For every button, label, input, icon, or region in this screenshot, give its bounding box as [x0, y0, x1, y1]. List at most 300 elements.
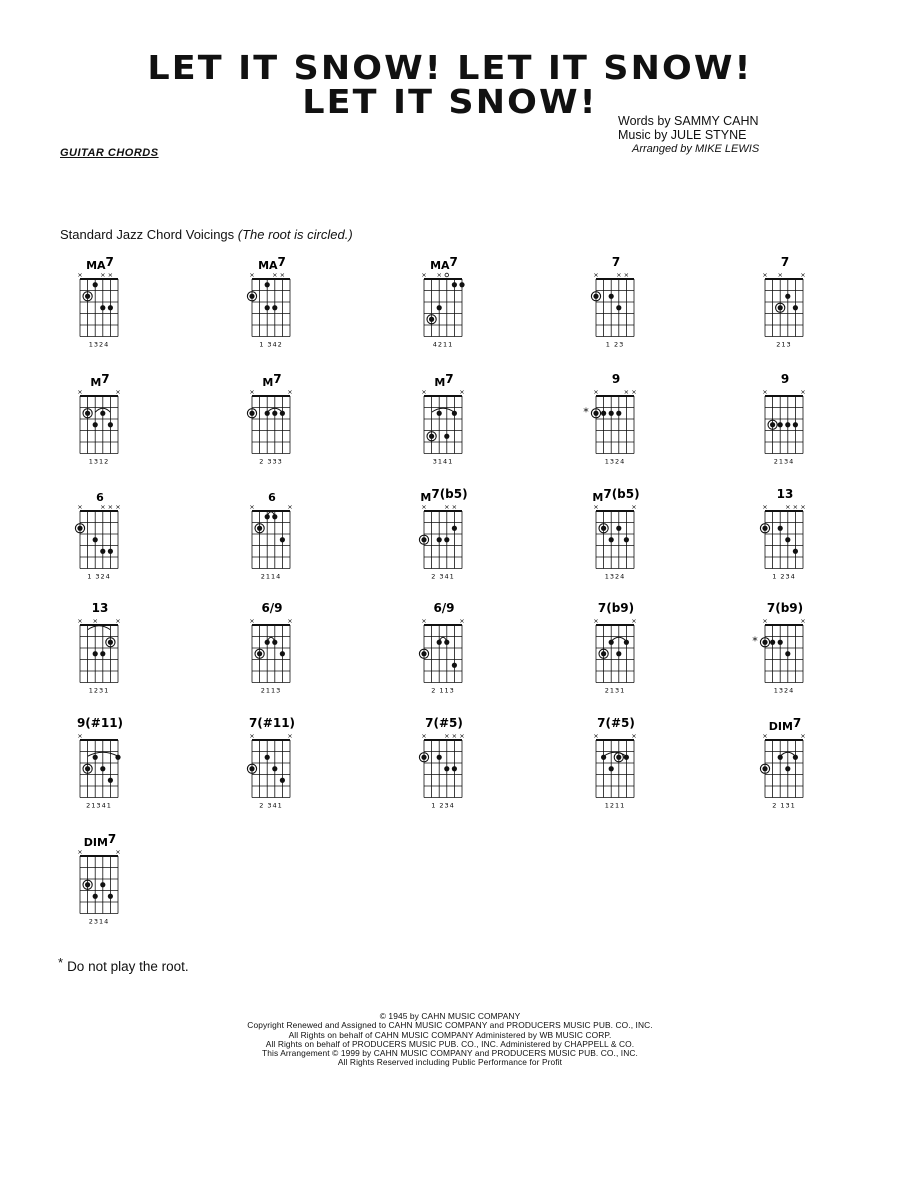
chord-svg: [404, 255, 484, 361]
finger-dot: [108, 894, 113, 899]
finger-dot: [793, 305, 798, 310]
chord-name-extension: 7(b5): [603, 487, 640, 501]
fingering-numbers: 21341: [86, 801, 112, 810]
chord-name: [598, 601, 634, 615]
root-finger-dot: [257, 526, 262, 531]
copyright-line: All Rights on behalf of CAHN MUSIC COMPANY Administered by WB MUSIC CORP.: [288, 1029, 612, 1040]
muted-string-mark: ×: [762, 732, 768, 740]
fingering-numbers: 1 324: [87, 572, 111, 581]
finger-dot: [785, 537, 790, 542]
chord-diagram: [60, 372, 140, 478]
muted-string-mark: ×: [77, 388, 83, 396]
chord-name: [425, 716, 463, 730]
chord-svg: [232, 601, 312, 707]
chord-name: [767, 601, 803, 615]
chord-name: [781, 255, 789, 269]
fingering-numbers: 1 234: [431, 801, 455, 810]
muted-string-mark: ×: [800, 388, 806, 396]
do-not-play-root-star: *: [752, 634, 758, 648]
finger-dot: [108, 422, 113, 427]
finger-dot: [272, 305, 277, 310]
chord-name: [86, 255, 114, 272]
footnote-star: *: [58, 955, 64, 970]
open-string-mark: [445, 273, 449, 277]
chord-diagram: [232, 716, 312, 822]
chord-name-extension: 7(b9): [597, 601, 635, 615]
root-finger-dot: [257, 651, 262, 656]
finger-dot: [785, 294, 790, 299]
finger-dot: [93, 755, 98, 760]
footnote: [58, 955, 189, 974]
do-not-play-root-star: *: [583, 405, 589, 419]
finger-dot: [108, 305, 113, 310]
muted-string-mark: ×: [631, 617, 637, 625]
finger-dot: [616, 305, 621, 310]
muted-string-mark: ×: [115, 503, 121, 511]
muted-string-mark: ×: [459, 388, 465, 396]
finger-dot: [452, 663, 457, 668]
chord-name-extension: 13: [91, 601, 109, 615]
chord-name: [249, 716, 295, 730]
muted-string-mark: ×: [616, 271, 622, 279]
chord-svg: [232, 255, 312, 361]
chord-name-base: DIM: [83, 836, 108, 849]
finger-dot: [609, 537, 614, 542]
chord-name-extension: 7(b5): [431, 487, 468, 501]
fingering-numbers: 2314: [88, 917, 110, 926]
finger-dot: [793, 549, 798, 554]
finger-dot: [785, 651, 790, 656]
chord-name: [92, 601, 109, 615]
finger-dot: [452, 526, 457, 531]
voicing-intro-note: (The root is circled.): [237, 227, 353, 242]
finger-dot: [272, 640, 277, 645]
fingering-numbers: 2 341: [431, 572, 455, 581]
chord-name: [612, 372, 620, 386]
muted-string-mark: ×: [100, 503, 106, 511]
root-finger-dot: [108, 640, 113, 645]
finger-dot: [93, 537, 98, 542]
finger-dot: [624, 640, 629, 645]
root-finger-dot: [249, 766, 254, 771]
muted-string-mark: ×: [762, 617, 768, 625]
copyright-line: Copyright Renewed and Assigned to CAHN MUSIC COMPANY and PRODUCERS MUSIC PUB. CO., INC.: [247, 1020, 653, 1031]
root-finger-dot: [249, 294, 254, 299]
root-finger-dot: [421, 537, 426, 542]
voicing-intro: [60, 227, 353, 242]
finger-dot: [265, 282, 270, 287]
muted-string-mark: ×: [272, 271, 278, 279]
chord-diagram: [745, 487, 825, 593]
chord-diagram: [232, 255, 312, 361]
muted-string-mark: ×: [451, 732, 458, 740]
finger-dot: [108, 549, 113, 554]
muted-string-mark: ×: [421, 617, 427, 625]
chord-diagram: [60, 832, 140, 938]
music-credit: Music by JULE STYNE: [618, 128, 747, 142]
root-finger-dot: [593, 411, 598, 416]
chord-svg: [576, 601, 656, 707]
copyright-line: © 1945 by CAHN MUSIC COMPANY: [379, 1011, 521, 1021]
fingering-numbers: 2 131: [772, 801, 796, 810]
muted-string-mark: ×: [77, 503, 83, 511]
fingering-numbers: 2134: [773, 457, 795, 466]
muted-string-mark: ×: [631, 732, 637, 740]
chord-name: [434, 372, 453, 389]
muted-string-mark: ×: [421, 388, 427, 396]
chord-diagram: [576, 601, 656, 707]
chord-name-extension: 9: [611, 372, 621, 386]
chord-name-extension: 7(#5): [597, 716, 635, 730]
chord-name: [77, 716, 123, 730]
muted-string-mark: ×: [287, 388, 293, 396]
muted-string-mark: ×: [459, 617, 465, 625]
finger-dot: [100, 549, 105, 554]
chord-name-base: MA: [430, 259, 450, 272]
root-finger-dot: [85, 882, 90, 887]
finger-dot: [778, 422, 783, 427]
root-finger-dot: [762, 766, 767, 771]
finger-dot: [452, 766, 457, 771]
chord-diagram: [576, 716, 656, 822]
muted-string-mark: ×: [631, 503, 637, 511]
muted-string-mark: ×: [593, 271, 599, 279]
copyright-line: All Rights Reserved including Public Performance for Profit: [337, 1057, 563, 1068]
chord-name-extension: 6/9: [433, 601, 455, 615]
root-finger-dot: [77, 526, 82, 531]
finger-dot: [272, 766, 277, 771]
chord-name-extension: 7: [105, 255, 114, 269]
finger-dot: [601, 755, 606, 760]
chord-svg: [404, 601, 484, 707]
words-credit: Words by SAMMY CAHN: [618, 114, 759, 128]
muted-string-mark: ×: [92, 617, 98, 625]
finger-dot: [100, 305, 105, 310]
chord-name: [777, 487, 794, 501]
chord-svg: [60, 601, 140, 707]
fingering-numbers: 1324: [88, 340, 110, 349]
chord-diagram: [576, 372, 656, 478]
barre-arc: [88, 626, 111, 630]
chord-name-base: MA: [86, 259, 106, 272]
credits-block: [618, 114, 759, 156]
muted-string-mark: ×: [593, 503, 599, 511]
chord-name-base: 6: [268, 491, 276, 504]
finger-dot: [100, 882, 105, 887]
copyright-block: [0, 1012, 900, 1068]
chord-diagram: [232, 372, 312, 478]
finger-dot: [609, 411, 614, 416]
chord-name: [597, 716, 635, 730]
finger-dot: [609, 640, 614, 645]
chord-name-base: M: [90, 376, 102, 389]
finger-dot: [100, 411, 105, 416]
chord-name-base: M: [434, 376, 446, 389]
finger-dot: [444, 537, 449, 542]
finger-dot: [616, 411, 621, 416]
muted-string-mark: ×: [436, 271, 442, 279]
chord-diagram: [60, 601, 140, 707]
muted-string-mark: ×: [451, 503, 458, 511]
chord-name: [781, 372, 789, 386]
finger-dot: [778, 755, 783, 760]
finger-dot: [265, 640, 270, 645]
fingering-numbers: 1 23: [605, 340, 625, 349]
muted-string-mark: ×: [800, 732, 806, 740]
chord-svg: [60, 487, 140, 593]
muted-string-mark: ×: [279, 271, 286, 279]
section-label: GUITAR CHORDS: [60, 147, 159, 159]
footnote-text: Do not play the root.: [67, 959, 189, 974]
chord-name-base: M: [262, 376, 274, 389]
finger-dot: [93, 422, 98, 427]
chord-name-extension: 7: [792, 716, 802, 730]
chord-diagram: [745, 372, 825, 478]
finger-dot: [793, 422, 798, 427]
finger-dot: [444, 766, 449, 771]
root-finger-dot: [593, 294, 598, 299]
root-finger-dot: [429, 317, 434, 322]
chord-name-base: DIM: [768, 720, 793, 733]
chord-name: [430, 255, 458, 272]
muted-string-mark: ×: [762, 388, 768, 396]
chord-diagram: [232, 601, 312, 707]
fingering-numbers: 2131: [604, 686, 626, 695]
finger-dot: [93, 894, 98, 899]
chord-svg: [576, 487, 656, 593]
chord-diagram: [232, 487, 312, 593]
chord-name: [261, 601, 282, 615]
finger-dot: [452, 411, 457, 416]
finger-dot: [265, 305, 270, 310]
finger-dot: [93, 282, 98, 287]
chord-diagram: [404, 372, 484, 478]
root-finger-dot: [421, 651, 426, 656]
chord-svg: [745, 601, 825, 707]
chord-name: [268, 491, 276, 504]
song-title-line-1: LET IT SNOW! LET IT SNOW!: [147, 48, 753, 87]
chord-name-base: M: [592, 491, 604, 504]
root-finger-dot: [85, 766, 90, 771]
chord-svg: [60, 255, 140, 361]
arranger-credit: Arranged by MIKE LEWIS: [632, 143, 760, 155]
muted-string-mark: ×: [444, 732, 450, 740]
muted-string-mark: ×: [100, 271, 106, 279]
chord-name: [420, 487, 467, 504]
root-finger-dot: [762, 640, 767, 645]
fingering-numbers: 1324: [604, 572, 626, 581]
muted-string-mark: ×: [593, 388, 599, 396]
chord-svg: [576, 255, 656, 361]
muted-string-mark: ×: [115, 617, 121, 625]
fingering-numbers: 2 341: [259, 801, 283, 810]
root-finger-dot: [616, 755, 621, 760]
fingering-numbers: 1211: [604, 801, 626, 810]
chord-svg: [745, 487, 825, 593]
chord-diagram: [60, 716, 140, 822]
fingering-numbers: 1 234: [772, 572, 796, 581]
root-finger-dot: [421, 755, 426, 760]
fingering-numbers: 4211: [432, 340, 454, 349]
finger-dot: [624, 755, 629, 760]
finger-dot: [265, 411, 270, 416]
muted-string-mark: ×: [800, 271, 806, 279]
finger-dot: [437, 537, 442, 542]
chord-name-extension: 7(b9): [766, 601, 804, 615]
finger-dot: [444, 434, 449, 439]
chord-name: [262, 372, 281, 389]
root-finger-dot: [601, 526, 606, 531]
chord-name-base: 6: [96, 491, 104, 504]
chord-name-extension: 7(#11): [248, 716, 296, 730]
chord-name-extension: 7: [611, 255, 621, 269]
fingering-numbers: 2114: [260, 572, 282, 581]
chord-svg: [745, 716, 825, 822]
finger-dot: [624, 537, 629, 542]
finger-dot: [108, 778, 113, 783]
muted-string-mark: ×: [115, 388, 121, 396]
muted-string-mark: ×: [762, 271, 768, 279]
muted-string-mark: ×: [249, 617, 255, 625]
finger-dot: [437, 755, 442, 760]
finger-dot: [778, 526, 783, 531]
muted-string-mark: ×: [785, 503, 791, 511]
copyright-line: All Rights on behalf of PRODUCERS MUSIC PUB. CO., INC. Administered by CHAPPELL & CO.: [265, 1038, 635, 1049]
finger-dot: [115, 755, 120, 760]
muted-string-mark: ×: [287, 732, 293, 740]
finger-dot: [265, 514, 270, 519]
chord-diagram: [404, 716, 484, 822]
root-finger-dot: [429, 434, 434, 439]
chord-diagram: [576, 487, 656, 593]
finger-dot: [452, 282, 457, 287]
chord-name: [612, 255, 620, 269]
muted-string-mark: ×: [459, 732, 465, 740]
muted-string-mark: ×: [107, 271, 114, 279]
root-finger-dot: [762, 526, 767, 531]
fingering-numbers: 3141: [432, 457, 454, 466]
muted-string-mark: ×: [421, 271, 427, 279]
chord-diagram: [745, 601, 825, 707]
chord-name: [90, 372, 109, 389]
finger-dot: [793, 755, 798, 760]
fingering-numbers: 1231: [88, 686, 110, 695]
finger-dot: [778, 640, 783, 645]
finger-dot: [616, 651, 621, 656]
root-finger-dot: [778, 305, 783, 310]
chord-name: [592, 487, 639, 504]
chord-diagram: [404, 601, 484, 707]
muted-string-mark: ×: [77, 271, 83, 279]
chord-svg: [232, 487, 312, 593]
muted-string-mark: ×: [800, 503, 806, 511]
muted-string-mark: ×: [444, 503, 450, 511]
chord-diagram: [60, 255, 140, 361]
chord-diagram: [745, 255, 825, 361]
copyright-line: This Arrangement © 1999 by CAHN MUSIC COMPANY and PRODUCERS MUSIC PUB. CO., INC.: [262, 1048, 638, 1059]
chord-svg: [745, 255, 825, 361]
chord-name-extension: 7: [445, 372, 454, 386]
fingering-numbers: 2113: [260, 686, 282, 695]
muted-string-mark: ×: [800, 617, 806, 625]
chord-name-base: MA: [258, 259, 278, 272]
muted-string-mark: ×: [249, 271, 255, 279]
chord-diagram: [404, 255, 484, 361]
chord-name: [258, 255, 286, 272]
finger-dot: [437, 411, 442, 416]
fingering-numbers: 1312: [88, 457, 110, 466]
finger-dot: [601, 411, 606, 416]
muted-string-mark: ×: [249, 388, 255, 396]
muted-string-mark: ×: [287, 617, 293, 625]
finger-dot: [100, 651, 105, 656]
chord-name: [84, 832, 117, 849]
chord-svg: [60, 832, 140, 938]
muted-string-mark: ×: [623, 271, 630, 279]
finger-dot: [272, 411, 277, 416]
muted-string-mark: ×: [107, 503, 114, 511]
chord-svg: [232, 372, 312, 478]
chord-name-extension: 7: [107, 832, 117, 846]
chord-diagram: [745, 716, 825, 822]
chord-svg: [576, 372, 656, 478]
chord-name-extension: 7: [273, 372, 282, 386]
fingering-numbers: 1 342: [259, 340, 283, 349]
chord-name-base: M: [420, 491, 432, 504]
finger-dot: [785, 422, 790, 427]
finger-dot: [459, 282, 464, 287]
root-finger-dot: [770, 422, 775, 427]
muted-string-mark: ×: [421, 503, 427, 511]
chord-svg: [576, 716, 656, 822]
finger-dot: [444, 640, 449, 645]
chord-svg: [404, 372, 484, 478]
chord-name-extension: 7: [449, 255, 458, 269]
finger-dot: [616, 526, 621, 531]
fingering-numbers: 2 333: [259, 457, 283, 466]
chord-diagram: [60, 487, 140, 593]
muted-string-mark: ×: [287, 503, 293, 511]
chord-name-extension: 7(#5): [425, 716, 463, 730]
finger-dot: [770, 640, 775, 645]
finger-dot: [785, 766, 790, 771]
finger-dot: [93, 651, 98, 656]
fingering-numbers: 1324: [604, 457, 626, 466]
root-finger-dot: [85, 411, 90, 416]
muted-string-mark: ×: [623, 388, 630, 396]
finger-dot: [609, 294, 614, 299]
chord-name: [769, 716, 802, 733]
chord-svg: [404, 487, 484, 593]
chord-svg: [60, 372, 140, 478]
chord-name-extension: 13: [776, 487, 794, 501]
muted-string-mark: ×: [77, 732, 83, 740]
muted-string-mark: ×: [77, 848, 83, 856]
finger-dot: [100, 766, 105, 771]
root-finger-dot: [85, 294, 90, 299]
chord-name-extension: 9(#11): [76, 716, 124, 730]
chord-name-extension: 7: [101, 372, 110, 386]
chord-name: [433, 601, 454, 615]
muted-string-mark: ×: [115, 848, 121, 856]
muted-string-mark: ×: [77, 617, 83, 625]
finger-dot: [609, 766, 614, 771]
muted-string-mark: ×: [777, 271, 783, 279]
barre-arc: [432, 408, 455, 412]
muted-string-mark: ×: [249, 503, 255, 511]
muted-string-mark: ×: [421, 732, 427, 740]
finger-dot: [272, 514, 277, 519]
